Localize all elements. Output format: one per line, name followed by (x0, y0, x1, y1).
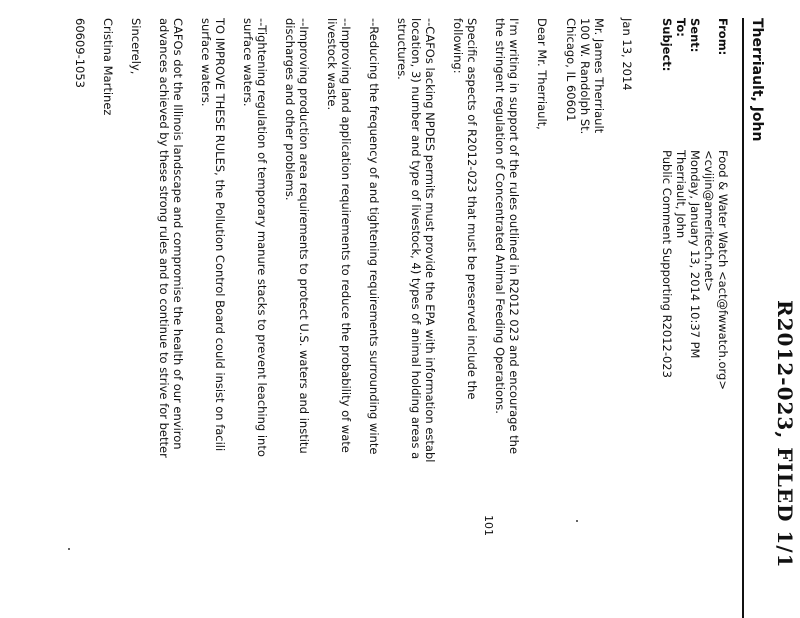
closing-line: CAFOs dot the Illinois landscape and compromise the health of our environ (171, 18, 185, 450)
closing-line: advances achieved by these strong rules and to continue to strive for better (157, 18, 171, 458)
aspects-line: following: (451, 18, 465, 74)
header-rule (742, 18, 744, 618)
address-line: Chicago, IL 60601 (564, 18, 578, 122)
from-value-email: <cvijin@ameritech.net> (702, 150, 716, 292)
closing-line: surface waters. (199, 18, 213, 107)
bullet-line: location, 3) number and type of livestock, 4) types of animal holding areas a (409, 18, 423, 460)
bullet-line: structures. (395, 18, 409, 80)
page-number: 101 (482, 515, 495, 536)
filing-stamp: R2012-023, FILED 1/1 (773, 300, 797, 569)
intro-line: I'm writing in support of the rules outlined in R2012 023 and encourage the (507, 18, 521, 455)
scan-speck (68, 548, 70, 550)
signer-zip: 60609-1053 (73, 18, 87, 88)
bullet-line: surface waters. (241, 18, 255, 107)
address-line: Mr. James Therriault (592, 18, 606, 134)
signoff: Sincerely, (129, 18, 143, 75)
letter-date: Jan 13, 2014 (620, 18, 634, 91)
salutation: Dear Mr. Therriault, (535, 18, 549, 130)
bullet-line: --Tightening regulation of temporary manure stacks to prevent leaching into (255, 18, 269, 457)
bullet-line: livestock waste. (325, 18, 339, 111)
sent-label: Sent: (688, 18, 702, 53)
to-label: To: (674, 18, 688, 37)
scan-speck (576, 520, 578, 522)
bullet-line: --Improving production area requirements to protect U.S. waters and institu (297, 18, 311, 454)
from-label: From: (716, 18, 730, 56)
to-value: Therriault, John (674, 150, 688, 239)
signer-name: Cristina Martinez (101, 18, 115, 116)
bullet-line: --CAFOs lacking NPDES permits must provide the EPA with information establ (423, 18, 437, 463)
bullet-line: --Reducing the frequency of and tightening requirements surrounding winte (367, 18, 381, 455)
subject-value: Public Comment Supporting R2012-023 (660, 150, 674, 378)
address-line: 100 W. Randolph St. (578, 18, 592, 135)
subject-label: Subject: (660, 18, 674, 72)
sent-value: Monday, January 13, 2014 10:37 PM (688, 150, 702, 359)
intro-line: the stringent regulation of Concentrated Animal Feeding Operations. (493, 18, 507, 414)
bullet-line: --Improving land application requirements to reduce the probability of wate (339, 18, 353, 453)
sender-name: Therriault, John (749, 18, 765, 142)
aspects-line: Specific aspects of R2012-023 that must be preserved include the (465, 18, 479, 400)
closing-line: TO IMPROVE THESE RULES, the Pollution Control Board could insist on facili (213, 18, 227, 452)
bullet-line: discharges and other problems. (283, 18, 297, 201)
from-value: Food & Water Watch <act@fwwatch.org> (716, 150, 730, 390)
